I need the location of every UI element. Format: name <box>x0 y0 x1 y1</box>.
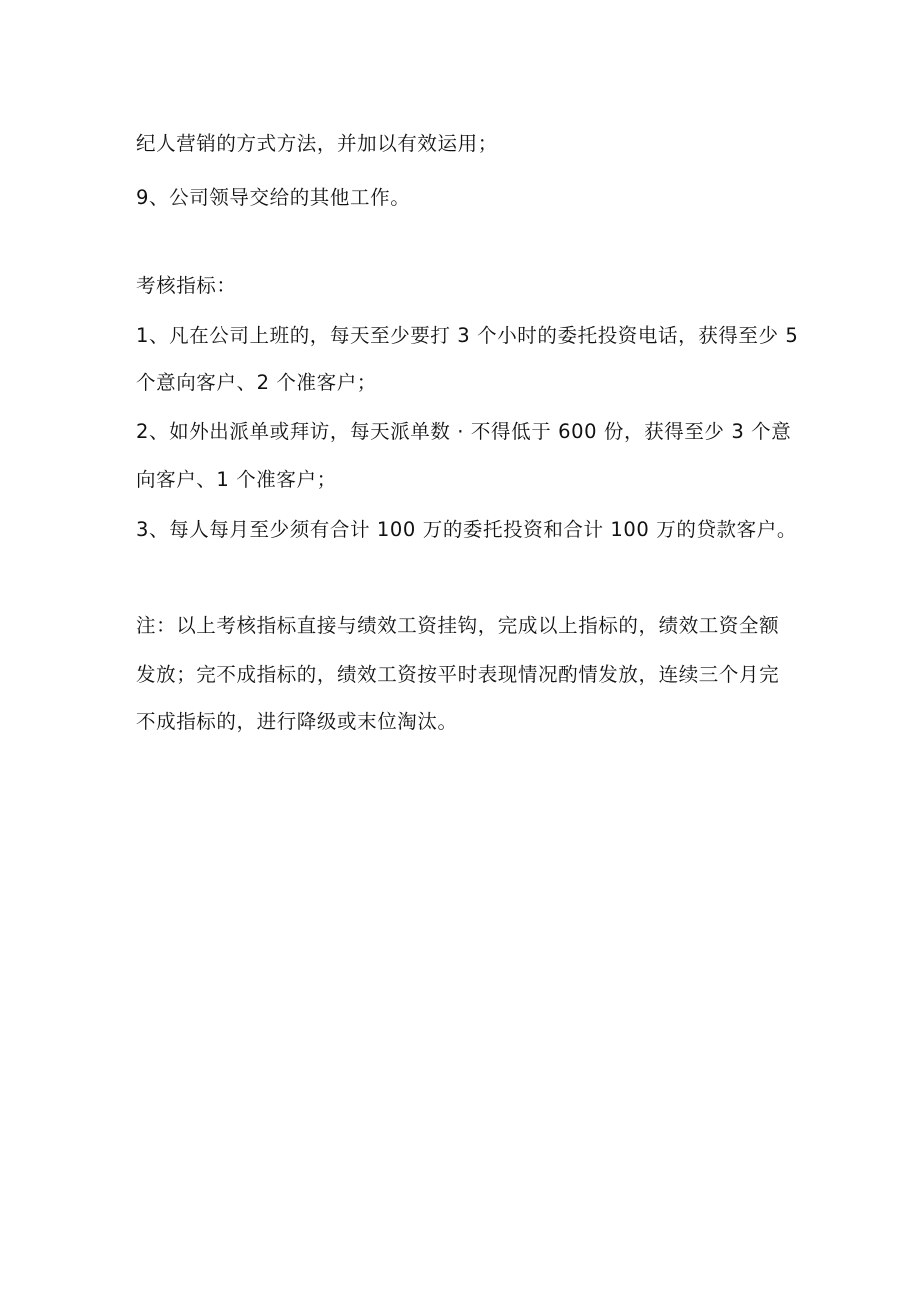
assessment-item-2-line-2: 向客户、1 个准客户； <box>136 468 337 491</box>
note-line-2: 发放；完不成指标的，绩效工资按平时表现情况酌情发放，连续三个月完 <box>136 663 780 686</box>
note-line-1: 注：以上考核指标直接与绩效工资挂钩，完成以上指标的，绩效工资全额 <box>136 614 780 637</box>
assessment-item-2-line-1: 2、如外出派单或拜访，每天派单数 · 不得低于 600 份，获得至少 3 个意 <box>136 420 792 443</box>
assessment-item-1-line-2: 个意向客户、2 个准客户； <box>136 371 377 394</box>
assessment-item-1-line-1: 1、凡在公司上班的，每天至少要打 3 个小时的委托投资电话，获得至少 5 <box>136 324 799 347</box>
assessment-item-3: 3、每人每月至少须有合计 100 万的委托投资和合计 100 万的贷款客户。 <box>136 518 797 541</box>
note-line-3: 不成指标的，进行降级或末位淘汰。 <box>136 710 458 733</box>
continuation-line: 纪人营销的方式方法，并加以有效运用； <box>136 132 498 155</box>
item-9: 9、公司领导交给的其他工作。 <box>136 186 411 209</box>
assessment-heading: 考核指标： <box>136 274 237 297</box>
